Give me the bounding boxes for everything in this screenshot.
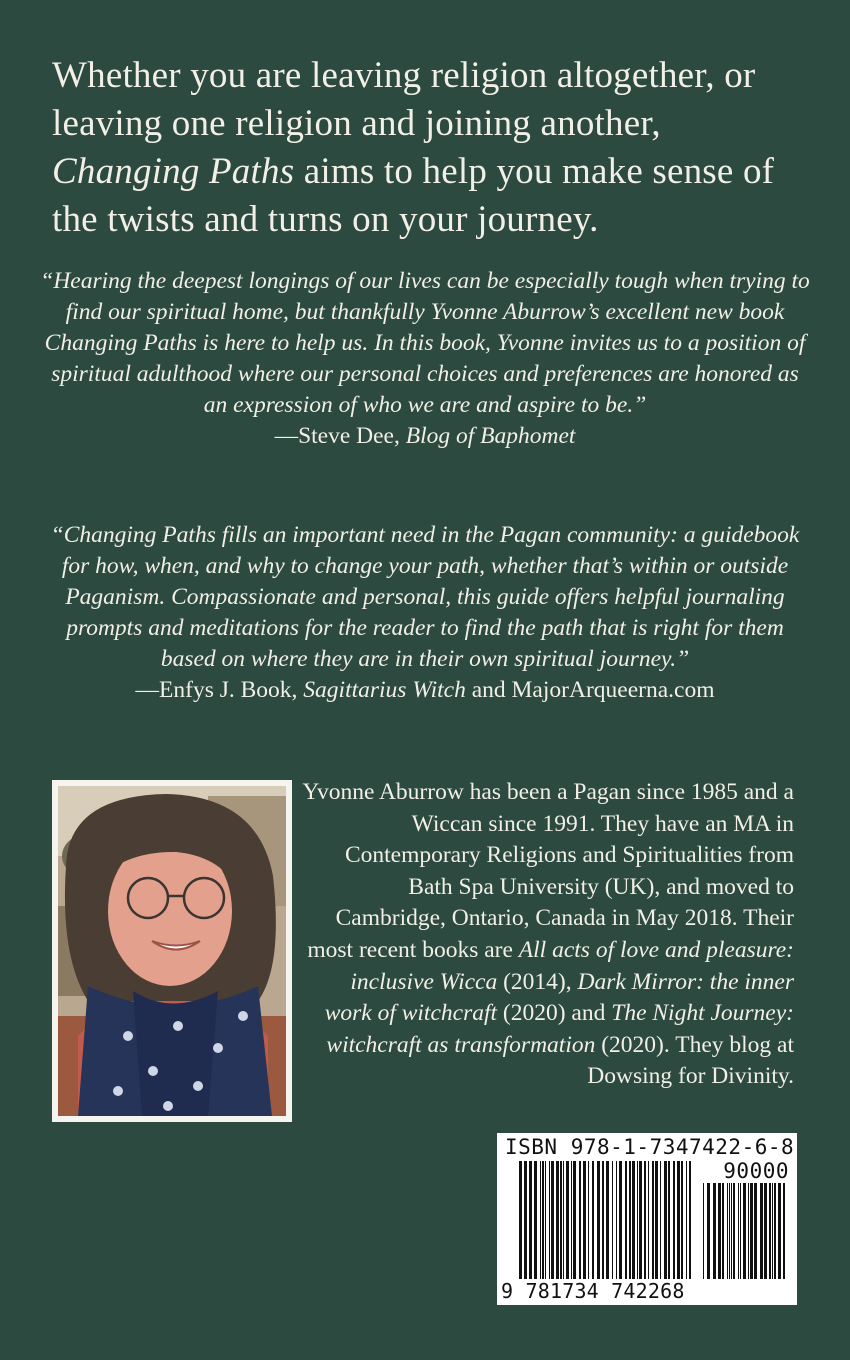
price-code: 90000: [723, 1159, 789, 1183]
isbn-barcode: [497, 1133, 797, 1305]
author-photo: [58, 786, 286, 1116]
author-bio: [300, 777, 794, 1093]
bio-year-1: (2014),: [497, 968, 578, 995]
bio-book-1: All acts of love and pleasure: inclusive Wicca: [350, 936, 794, 995]
bio-intro: Yvonne Aburrow has been a Pagan since 1985 and a Wiccan since 1991. They have an MA in Contemporary Religions and Spiritualities from Bath Spa University (UK), and moved to Cambridge, Ontario, Canada in May 2018. Their most recent books are: [302, 779, 794, 963]
author-photo-frame: [52, 780, 292, 1122]
endorsement-quote-2: [40, 520, 810, 706]
tagline-lead: Whether you are leaving religion altogether, or leaving one religion and joining another,: [52, 55, 756, 144]
quote-2-author: —Enfys J. Book,: [135, 677, 304, 703]
quote-1-attribution: [40, 421, 810, 452]
quote-2-text: “Changing Paths fills an important need in the Pagan community: a guidebook for how, when, and why to change your path, whether that’s within or outside Paganism. Compassionate and personal, this guide offers helpful journaling prompts and meditations for the reader to find the path that is right for them based on where they are in their own spiritual journey.”: [50, 522, 800, 672]
tagline-end: aims to help you make sense of the twists and turns on your journey.: [52, 151, 775, 240]
ean-digits: 9 781734 742268: [501, 1279, 685, 1303]
bio-book-2: Dark Mirror: the inner work of witchcraft: [324, 968, 794, 1027]
tagline-book-title: Changing Paths: [52, 151, 295, 192]
quote-1-work: Blog of Baphomet: [405, 423, 576, 449]
quote-1-text: “Hearing the deepest longings of our lives can be especially tough when trying to find our spiritual home, but thankfully Yvonne Aburrow’s excellent new book Changing Paths is here to help us. In this book, Yvonne invites us to a position of spiritual adulthood where our personal choices and preferences are honored as an expression of who we are and aspire to be.”: [40, 268, 810, 418]
quote-2-work: Sagittarius Witch: [303, 677, 466, 703]
back-cover-tagline: [52, 52, 812, 244]
bio-year-3: (2020). They blog at Dowsing for Divinity.: [587, 1031, 794, 1090]
quote-2-site: and MajorArqueerna.com: [465, 677, 715, 703]
bio-book-3: The Night Journey: witchcraft as transformation: [326, 1000, 794, 1058]
tagline-text: [52, 52, 812, 244]
endorsement-quote-1: [40, 266, 810, 452]
quote-1-author: —Steve Dee,: [274, 423, 406, 449]
author-bio-text: [300, 777, 794, 1093]
bio-year-2: (2020) and: [497, 1000, 612, 1027]
isbn-label: ISBN 978-1-7347422-6-8: [505, 1135, 795, 1159]
quote-2-attribution: [40, 675, 810, 706]
